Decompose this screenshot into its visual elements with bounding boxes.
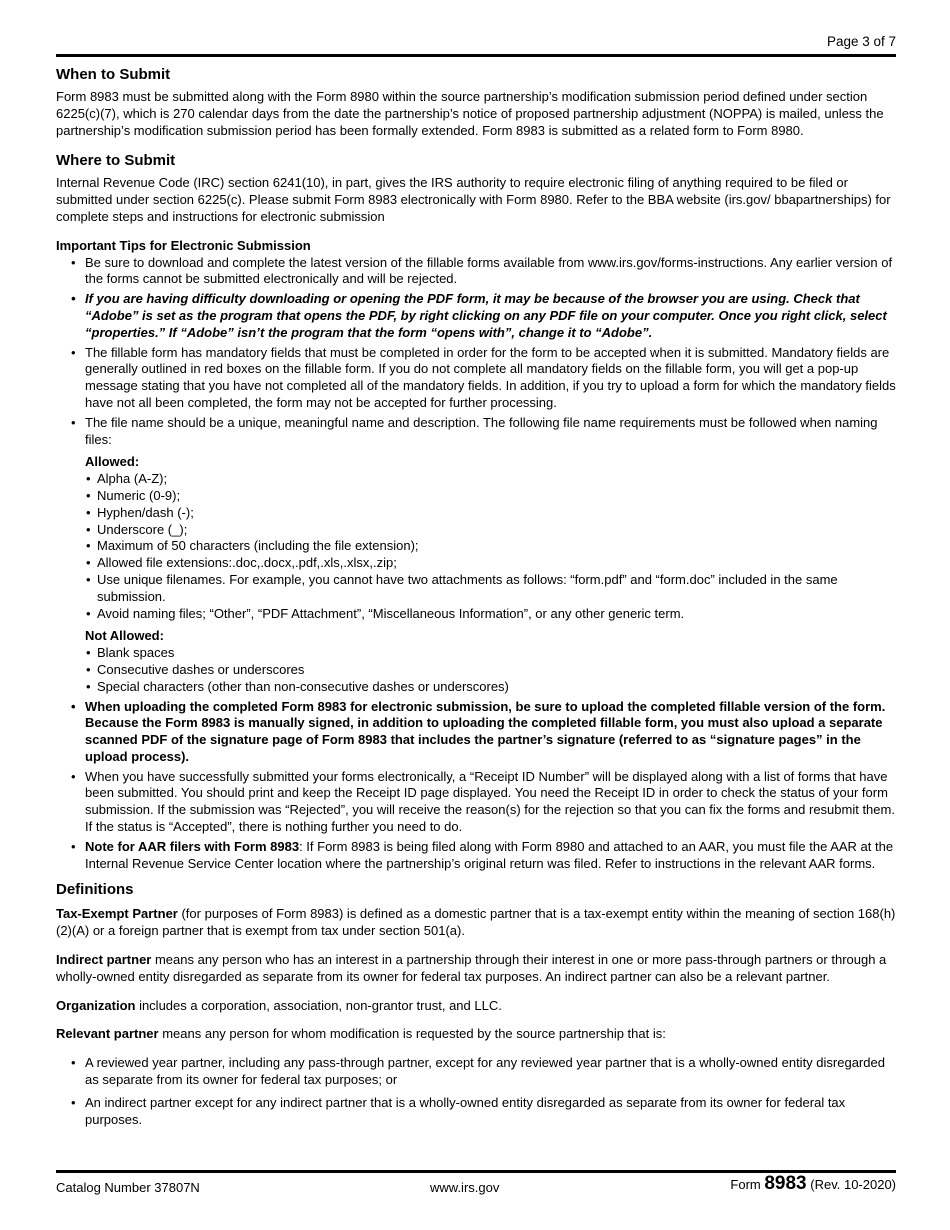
header-rule <box>56 54 896 57</box>
tip-receipt-id: • When you have successfully submitted your forms electronically, a “Receipt ID Number” will be displayed along with a list of forms that have been submitted. You should print and keep the Receipt ID page displayed. You need the Receipt ID in order to check the status of your form submission. If the submission was “Rejected”, you will receive the reason(s) for the rejection so that you can fix the forms and resubmit them. If the status is “Accepted”, there is nothing further you need to do. <box>56 769 896 836</box>
definition-tax-exempt-partner <box>56 906 896 940</box>
where-to-submit-section <box>56 151 896 225</box>
tip-upload-signature-pages: • When uploading the completed Form 8983 for electronic submission, be sure to upload the completed fillable version of the form. Because the Form 8983 is manually signed, in addition to uploading the completed fillable form, you must also upload a separate scanned PDF of the signature page of Form 8983 that includes the partner’s signature (referred to as “signature pages” in the upload process). <box>56 699 896 766</box>
form-prefix: Form <box>730 1177 765 1192</box>
relevant-partner-item: • An indirect partner except for any indirect partner that is a wholly-owned entity disregarded as separate from its owner for federal tax purposes. <box>56 1095 896 1129</box>
term-tax-exempt-partner: Tax-Exempt Partner <box>56 906 178 922</box>
electronic-tips-section <box>56 238 896 873</box>
tip-aar-text: : If Form 8983 is being filed along with Form 8980 and attached to an AAR, you must file the AAR at the Internal Revenue Service Center location where the partnership’s original return was filed. Refer to instructions in the relevant AAR forms. <box>85 838 894 871</box>
tip-file-naming <box>56 415 896 696</box>
definition-text: includes a corporation, association, non-grantor trust, and LLC. <box>135 997 502 1013</box>
allowed-heading: Allowed: <box>85 454 140 470</box>
when-to-submit-section <box>56 65 896 139</box>
not-allowed-heading: Not Allowed: <box>85 628 164 644</box>
definition-organization <box>56 998 896 1015</box>
tip-aar-label: Note for AAR filers with Form 8983 <box>85 838 300 854</box>
form-number: 8983 <box>764 1173 807 1194</box>
not-allowed-item: • Blank spaces <box>85 645 896 662</box>
tip-file-naming-text: The file name should be a unique, meaningful name and description. The following file name requirements must be followed when naming files: <box>85 414 878 447</box>
relevant-partner-item: • A reviewed year partner, including any pass-through partner, except for any reviewed year partner that is a wholly-owned entity disregarded as separate from its owner for federal tax purposes; or <box>56 1055 896 1089</box>
relevant-partner-list <box>56 1055 896 1128</box>
allowed-item: • Underscore (_); <box>85 522 896 539</box>
page-header <box>56 34 896 54</box>
catalog-number: Catalog Number 37807N <box>56 1180 200 1195</box>
page-number: Page 3 of 7 <box>826 34 896 49</box>
page-footer <box>56 1173 896 1200</box>
allowed-list <box>85 471 896 622</box>
tips-list <box>56 255 896 873</box>
term-organization: Organization <box>56 997 136 1013</box>
allowed-item: • Hyphen/dash (-); <box>85 505 896 522</box>
website-text: www.irs.gov <box>430 1180 500 1195</box>
when-to-submit-text: Form 8983 must be submitted along with the Form 8980 within the source partnership’s modification submission period defined under section 6225(c)(7), which is 270 calendar days from the date the partnership’s notice of proposed partnership adjustment (NOPPA) is mailed, unless the partnership’s modification submission period has been formally extended. Form 8983 is submitted as a related form to Form 8980. <box>56 89 884 138</box>
form-revision: (Rev. 10-2020) <box>806 1177 896 1192</box>
term-indirect-partner: Indirect partner <box>56 952 152 968</box>
tip-aar-filers <box>56 839 896 873</box>
electronic-tips-heading: Important Tips for Electronic Submission <box>56 237 311 253</box>
document-page <box>56 0 896 1230</box>
definitions-section <box>56 880 896 1128</box>
tip-download-latest: • Be sure to download and complete the latest version of the fillable forms available from www.irs.gov/forms-instructions. Any earlier version of the forms cannot be submitted electronically and will be rejected. <box>56 255 896 289</box>
not-allowed-item: • Consecutive dashes or underscores <box>85 662 896 679</box>
page-content <box>56 65 896 1134</box>
where-to-submit-heading: Where to Submit <box>56 152 176 170</box>
tip-mandatory-fields: • The fillable form has mandatory fields that must be completed in order for the form to be accepted when it is submitted. Mandatory fields are generally outlined in red boxes on the fillable form. If you do not complete all mandatory fields on the fillable form, you will get a pop-up message stating that you have not completed all of the mandatory fields. In addition, if you try to upload a form for which the mandatory fields have not all been completed, the form may not be accepted for further processing. <box>56 345 896 412</box>
allowed-item: • Maximum of 50 characters (including the file extension); <box>85 538 896 555</box>
definition-relevant-partner <box>56 1026 896 1043</box>
not-allowed-item: • Special characters (other than non-consecutive dashes or underscores) <box>85 679 896 696</box>
where-to-submit-text: Internal Revenue Code (IRC) section 6241(10), in part, gives the IRS authority to require electronic filing of anything required to be filed or submitted under section 6225(c). Please submit Form 8983 electronically with Form 8980. Refer to the BBA website (irs.gov/ bbapartnerships) for complete steps and instructions for electronic submission <box>56 175 891 224</box>
term-relevant-partner: Relevant partner <box>56 1026 159 1042</box>
tip-adobe-browser: • If you are having difficulty downloading or opening the PDF form, it may be because of the browser you are using. Check that “Adobe” is set as the program that opens the PDF, by right clicking on any PDF file on your computer. Once you right click, select “properties.” If “Adobe” isn’t the program that the form “opens with”, change it to “Adobe”. <box>56 291 896 341</box>
definitions-heading: Definitions <box>56 881 134 899</box>
allowed-item: • Numeric (0-9); <box>85 488 896 505</box>
definition-text: means any person who has an interest in a partnership through their interest in one or more pass-through partners or through a wholly-owned entity disregarded as separate from its owner for federal tax purposes. An indirect partner can also be a relevant partner. <box>56 952 887 984</box>
allowed-item: • Use unique filenames. For example, you cannot have two attachments as follows: “form.pdf” and “form.doc” included in the same submission. <box>85 572 896 606</box>
definition-text: means any person for whom modification is requested by the source partnership that is: <box>158 1026 666 1042</box>
not-allowed-list <box>85 645 896 695</box>
allowed-item: • Allowed file extensions:.doc,.docx,.pdf,.xls,.xlsx,.zip; <box>85 555 896 572</box>
allowed-item: • Avoid naming files; “Other”, “PDF Attachment”, “Miscellaneous Information”, or any other generic term. <box>85 606 896 623</box>
when-to-submit-heading: When to Submit <box>56 66 171 83</box>
definition-text: (for purposes of Form 8983) is defined as a domestic partner that is a tax-exempt entity within the meaning of section 168(h)(2)(A) or a foreign partner that is exempt from tax under section 501(a). <box>56 906 896 939</box>
allowed-item: • Alpha (A-Z); <box>85 471 896 488</box>
definition-indirect-partner <box>56 952 896 986</box>
form-identifier <box>730 1173 896 1194</box>
